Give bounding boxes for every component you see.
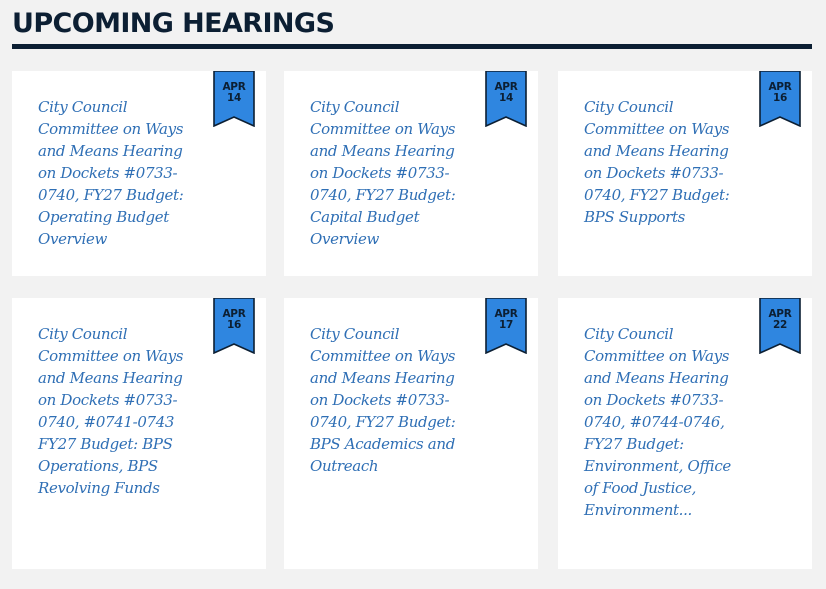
hearing-title-link[interactable]: City Council Committee on Ways and Means Hearing on Dockets #0733-0740, FY27 Budget: BPS Academics and Outreach xyxy=(310,325,456,475)
hearing-title-link[interactable]: City Council Committee on Ways and Means Hearing on Dockets #0733-0740, #0741-0743 FY27 Budget: BPS Operations, BPS Revolving Funds xyxy=(38,325,184,497)
date-day: 14 xyxy=(498,92,513,104)
hearing-title-link[interactable]: City Council Committee on Ways and Means Hearing on Dockets #0733-0740, FY27 Budget: Operating Budget Overview xyxy=(38,98,184,248)
hearing-title-link[interactable]: City Council Committee on Ways and Means Hearing on Dockets #0733-0740, FY27 Budget: Capital Budget Overview xyxy=(310,98,456,248)
date-day: 17 xyxy=(498,319,513,331)
date-ribbon xyxy=(213,298,255,354)
date-month: APR xyxy=(222,81,246,93)
date-label xyxy=(213,309,255,331)
date-label xyxy=(213,82,255,104)
date-label xyxy=(759,82,801,104)
date-ribbon xyxy=(213,71,255,127)
date-day: 16 xyxy=(772,92,787,104)
hearing-card[interactable] xyxy=(558,71,812,276)
date-month: APR xyxy=(494,81,518,93)
date-day: 16 xyxy=(226,319,241,331)
hearing-card[interactable] xyxy=(558,298,812,569)
date-month: APR xyxy=(222,308,246,320)
title-divider xyxy=(12,44,812,49)
date-month: APR xyxy=(768,308,792,320)
hearing-title-link[interactable]: City Council Committee on Ways and Means Hearing on Dockets #0733-0740, #0744-0746, FY27 Budget: Environment, Office of Food Justice, Environment... xyxy=(584,325,731,519)
hearing-title-link[interactable]: City Council Committee on Ways and Means Hearing on Dockets #0733-0740, FY27 Budget: BPS Supports xyxy=(584,98,730,226)
date-day: 14 xyxy=(226,92,241,104)
date-ribbon xyxy=(485,298,527,354)
hearing-card[interactable] xyxy=(284,71,538,276)
date-month: APR xyxy=(768,81,792,93)
hearing-card[interactable] xyxy=(284,298,538,569)
date-ribbon xyxy=(485,71,527,127)
date-month: APR xyxy=(494,308,518,320)
date-ribbon xyxy=(759,71,801,127)
date-ribbon xyxy=(759,298,801,354)
date-day: 22 xyxy=(772,319,787,331)
hearing-card[interactable] xyxy=(12,71,266,276)
date-label xyxy=(485,309,527,331)
date-label xyxy=(485,82,527,104)
page-title: UPCOMING HEARINGS xyxy=(12,8,335,39)
hearing-card[interactable] xyxy=(12,298,266,569)
date-label xyxy=(759,309,801,331)
